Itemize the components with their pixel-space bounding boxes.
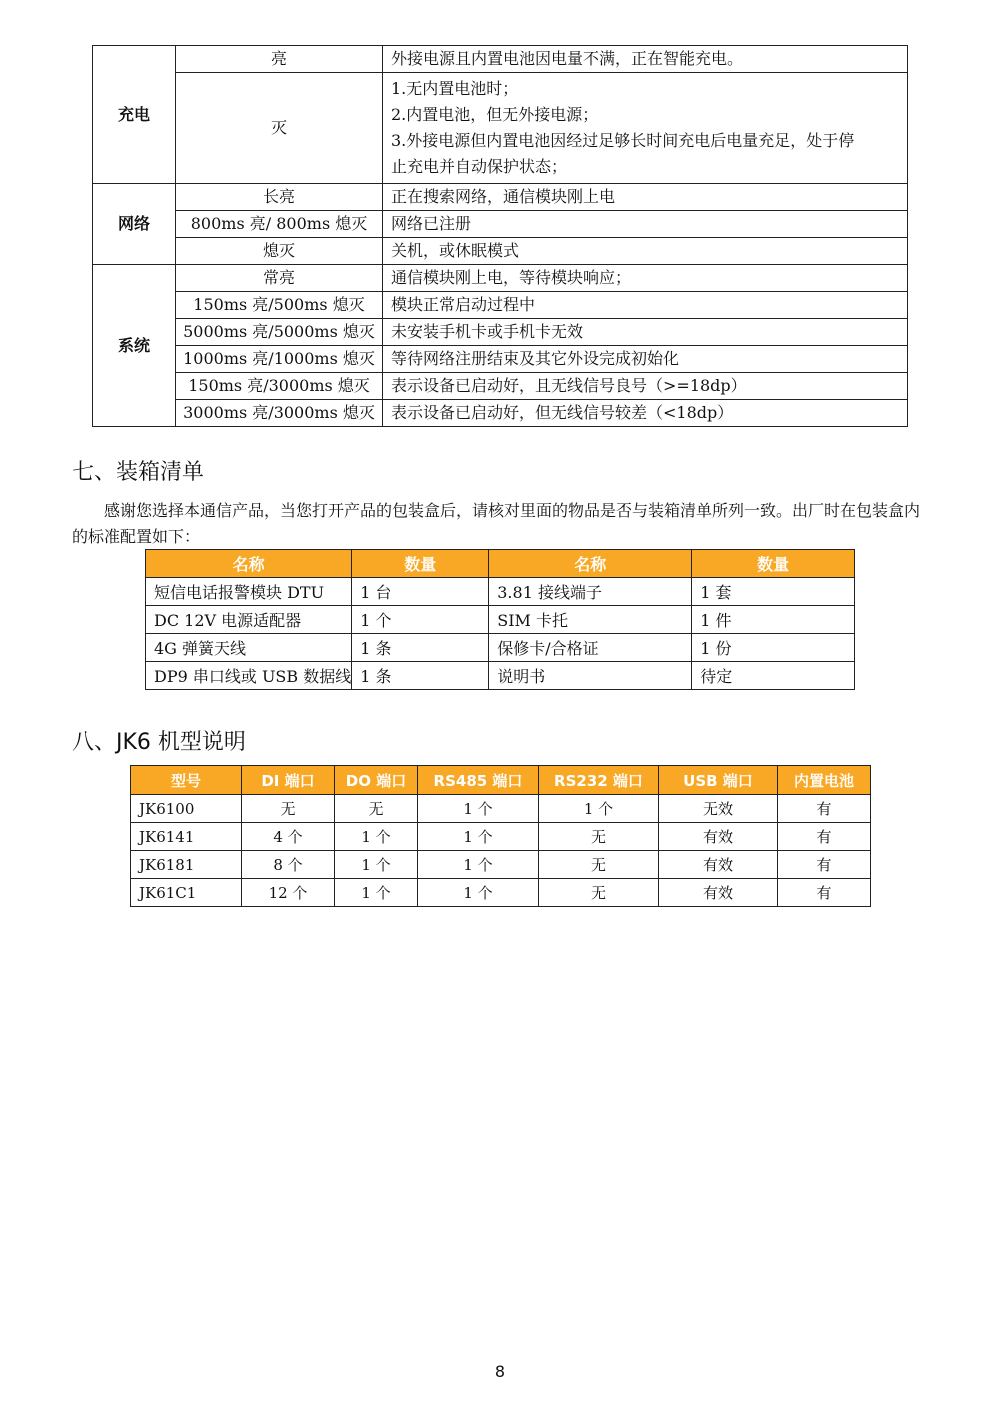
led-description: 未安装手机卡或手机卡无效 xyxy=(383,319,908,346)
table-cell: JK6181 xyxy=(131,851,242,879)
table-cell: 无效 xyxy=(659,795,778,823)
table-cell: 1 个 xyxy=(418,879,539,907)
table-row xyxy=(146,606,855,634)
section-heading: 八、JK6 机型说明 xyxy=(72,730,246,755)
table-row xyxy=(146,634,855,662)
table-cell: 短信电话报警模块 DTU xyxy=(146,578,352,606)
led-description: 表示设备已启动好，且无线信号良号（>=18dp） xyxy=(383,373,908,400)
table-row xyxy=(131,823,871,851)
column-header: 型号 xyxy=(131,766,242,795)
model-spec-table xyxy=(130,765,871,907)
column-header: 数量 xyxy=(692,550,855,578)
column-header: DO 端口 xyxy=(335,766,418,795)
table-row xyxy=(93,292,908,319)
table-cell: 1 个 xyxy=(418,823,539,851)
table-cell: 说明书 xyxy=(489,662,692,690)
table-cell: 有 xyxy=(778,795,871,823)
table-cell: 无 xyxy=(539,851,659,879)
column-header: DI 端口 xyxy=(242,766,335,795)
table-header-row xyxy=(146,550,855,578)
table-row xyxy=(93,46,908,73)
table-header-row xyxy=(131,766,871,795)
table-cell: 1 台 xyxy=(352,578,489,606)
table-cell: 1 个 xyxy=(335,823,418,851)
column-header: 内置电池 xyxy=(778,766,871,795)
table-cell: 有效 xyxy=(659,851,778,879)
table-cell: DP9 串口线或 USB 数据线 xyxy=(146,662,352,690)
table-cell: 1 个 xyxy=(418,795,539,823)
table-cell: 无 xyxy=(242,795,335,823)
led-state: 5000ms 亮/5000ms 熄灭 xyxy=(176,319,383,346)
table-cell: JK61C1 xyxy=(131,879,242,907)
table-cell: SIM 卡托 xyxy=(489,606,692,634)
desc-line: 2.内置电池，但无外接电源； xyxy=(391,105,599,124)
led-state: 熄灭 xyxy=(176,238,383,265)
table-cell: 有 xyxy=(778,823,871,851)
packing-list-table xyxy=(145,549,855,690)
table-cell: 无 xyxy=(539,879,659,907)
table-cell: JK6100 xyxy=(131,795,242,823)
table-cell: 有 xyxy=(778,879,871,907)
group-label-system: 系统 xyxy=(93,265,176,427)
column-header: RS485 端口 xyxy=(418,766,539,795)
table-cell: 1 件 xyxy=(692,606,855,634)
table-cell: 12 个 xyxy=(242,879,335,907)
table-cell: 有效 xyxy=(659,879,778,907)
led-state: 150ms 亮/500ms 熄灭 xyxy=(176,292,383,319)
table-cell: 待定 xyxy=(692,662,855,690)
led-status-table xyxy=(92,45,908,427)
table-cell: 有效 xyxy=(659,823,778,851)
section-heading: 七、装箱清单 xyxy=(72,460,205,485)
table-cell: 1 个 xyxy=(335,851,418,879)
led-state: 灭 xyxy=(176,73,383,184)
table-cell: 4 个 xyxy=(242,823,335,851)
led-state: 3000ms 亮/3000ms 熄灭 xyxy=(176,400,383,427)
group-label-charge: 充电 xyxy=(93,46,176,184)
led-description: 正在搜索网络，通信模块刚上电 xyxy=(383,184,908,211)
table-cell: 无 xyxy=(335,795,418,823)
table-cell: DC 12V 电源适配器 xyxy=(146,606,352,634)
led-description: 通信模块刚上电，等待模块响应； xyxy=(383,265,908,292)
led-description: 等待网络注册结束及其它外设完成初始化 xyxy=(383,346,908,373)
table-row xyxy=(93,400,908,427)
column-header: 名称 xyxy=(146,550,352,578)
table-cell: 保修卡/合格证 xyxy=(489,634,692,662)
table-row xyxy=(93,346,908,373)
led-state: 1000ms 亮/1000ms 熄灭 xyxy=(176,346,383,373)
table-row xyxy=(93,238,908,265)
table-cell: 1 套 xyxy=(692,578,855,606)
table-row xyxy=(131,879,871,907)
column-header: 数量 xyxy=(352,550,489,578)
table-cell: 1 个 xyxy=(352,606,489,634)
column-header: USB 端口 xyxy=(659,766,778,795)
table-cell: 1 个 xyxy=(539,795,659,823)
table-cell: 1 个 xyxy=(335,879,418,907)
table-cell: 4G 弹簧天线 xyxy=(146,634,352,662)
led-state: 亮 xyxy=(176,46,383,73)
table-cell: 1 个 xyxy=(418,851,539,879)
table-row xyxy=(93,184,908,211)
table-cell: 8 个 xyxy=(242,851,335,879)
led-description: 模块正常启动过程中 xyxy=(383,292,908,319)
intro-paragraph: 感谢您选择本通信产品，当您打开产品的包装盒后，请核对里面的物品是否与装箱清单所列一致。出厂时在包装盒内的标准配置如下： xyxy=(72,501,921,546)
led-description: 网络已注册 xyxy=(383,211,908,238)
table-row xyxy=(93,373,908,400)
led-description xyxy=(383,73,908,184)
table-row xyxy=(93,265,908,292)
table-row xyxy=(146,662,855,690)
group-label-network: 网络 xyxy=(93,184,176,265)
led-state: 800ms 亮/ 800ms 熄灭 xyxy=(176,211,383,238)
led-state: 150ms 亮/3000ms 熄灭 xyxy=(176,373,383,400)
table-cell: 有 xyxy=(778,851,871,879)
table-row xyxy=(131,851,871,879)
led-description: 外接电源且内置电池因电量不满，正在智能充电。 xyxy=(383,46,908,73)
table-cell: 1 条 xyxy=(352,662,489,690)
led-description: 表示设备已启动好，但无线信号较差（<18dp） xyxy=(383,400,908,427)
led-state: 长亮 xyxy=(176,184,383,211)
column-header: 名称 xyxy=(489,550,692,578)
desc-line: 1.无内置电池时； xyxy=(391,79,519,98)
table-cell: 1 份 xyxy=(692,634,855,662)
led-description: 关机，或休眠模式 xyxy=(383,238,908,265)
desc-line: 止充电并自动保护状态； xyxy=(391,157,568,176)
page-number: 8 xyxy=(494,1362,506,1381)
table-cell: JK6141 xyxy=(131,823,242,851)
table-row xyxy=(93,319,908,346)
desc-line: 3.外接电源但内置电池因经过足够长时间充电后电量充足，处于停 xyxy=(391,131,855,150)
led-state: 常亮 xyxy=(176,265,383,292)
table-row xyxy=(93,211,908,238)
column-header: RS232 端口 xyxy=(539,766,659,795)
table-cell: 无 xyxy=(539,823,659,851)
table-row xyxy=(146,578,855,606)
table-cell: 3.81 接线端子 xyxy=(489,578,692,606)
table-cell: 1 条 xyxy=(352,634,489,662)
table-row xyxy=(131,795,871,823)
table-row xyxy=(93,73,908,184)
